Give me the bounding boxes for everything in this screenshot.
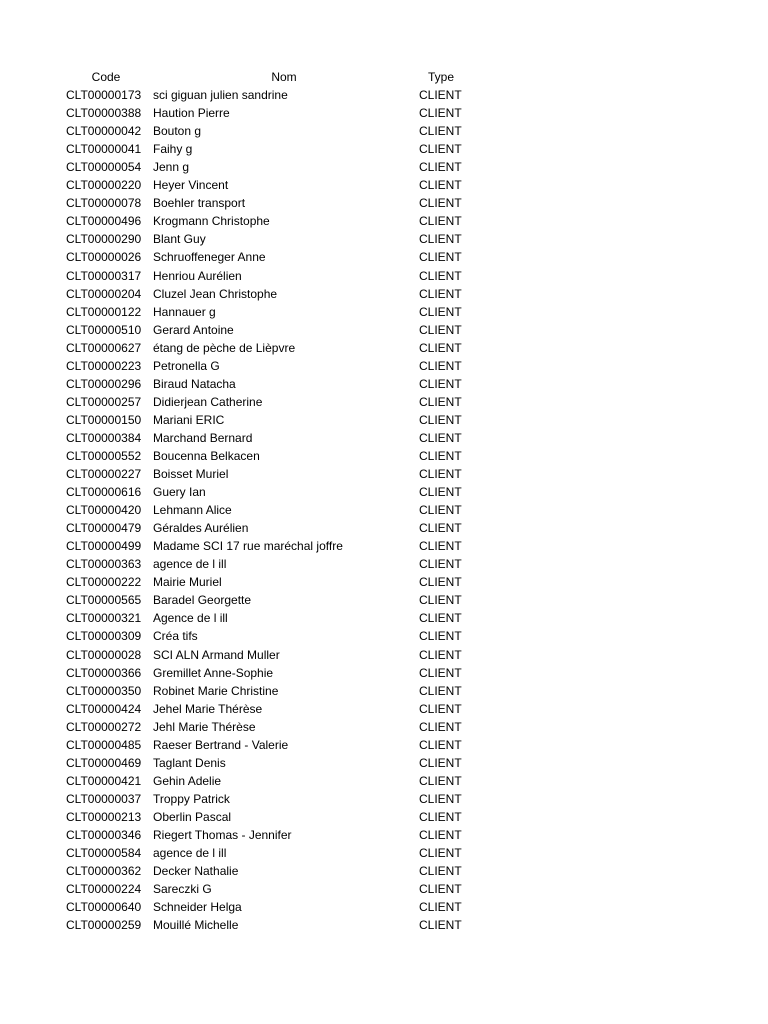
- cell-type: CLIENT: [419, 178, 462, 193]
- cell-type: CLIENT: [419, 250, 462, 265]
- cell-type: CLIENT: [419, 503, 462, 518]
- cell-code: CLT00000078: [66, 196, 142, 211]
- table-row: [0, 375, 768, 393]
- cell-code: CLT00000220: [66, 178, 142, 193]
- cell-nom: Géraldes Aurélien: [153, 521, 249, 536]
- cell-code: CLT00000041: [66, 142, 142, 157]
- cell-nom: Biraud Natacha: [153, 376, 236, 391]
- cell-code: CLT00000150: [66, 412, 142, 427]
- cell-nom: Gehin Adelie: [153, 773, 222, 788]
- table-row: [0, 519, 768, 537]
- cell-nom: Agence de l ill: [153, 611, 228, 626]
- cell-type: CLIENT: [419, 142, 462, 157]
- cell-code: CLT00000424: [66, 701, 142, 716]
- cell-code: CLT00000565: [66, 593, 142, 608]
- cell-code: CLT00000321: [66, 611, 142, 626]
- cell-nom: agence de l ill: [153, 846, 227, 861]
- cell-type: CLIENT: [419, 864, 462, 879]
- cell-code: CLT00000499: [66, 539, 142, 554]
- table-row: [0, 862, 768, 880]
- table-row: [0, 591, 768, 609]
- table-body: [0, 86, 768, 934]
- table-row: [0, 501, 768, 519]
- cell-nom: Mariani ERIC: [153, 412, 225, 427]
- cell-nom: Riegert Thomas - Jennifer: [153, 827, 292, 842]
- cell-type: CLIENT: [419, 593, 462, 608]
- cell-type: CLIENT: [419, 268, 462, 283]
- table-row: [0, 627, 768, 645]
- cell-nom: Krogmann Christophe: [153, 214, 270, 229]
- cell-type: CLIENT: [419, 485, 462, 500]
- cell-nom: Oberlin Pascal: [153, 809, 232, 824]
- cell-nom: Cluzel Jean Christophe: [153, 286, 278, 301]
- cell-nom: Baradel Georgette: [153, 593, 252, 608]
- cell-nom: Schruoffeneger Anne: [153, 250, 266, 265]
- table-row: [0, 447, 768, 465]
- cell-code: CLT00000317: [66, 268, 142, 283]
- cell-nom: Troppy Patrick: [153, 791, 230, 806]
- table-row: [0, 754, 768, 772]
- table-row: [0, 176, 768, 194]
- cell-code: CLT00000350: [66, 683, 142, 698]
- cell-code: CLT00000204: [66, 286, 142, 301]
- table-row: [0, 664, 768, 682]
- table-row: [0, 916, 768, 934]
- cell-type: CLIENT: [419, 882, 462, 897]
- cell-type: CLIENT: [419, 196, 462, 211]
- cell-type: CLIENT: [419, 665, 462, 680]
- cell-code: CLT00000257: [66, 394, 142, 409]
- cell-type: CLIENT: [419, 214, 462, 229]
- cell-type: CLIENT: [419, 719, 462, 734]
- cell-type: CLIENT: [419, 88, 462, 103]
- cell-code: CLT00000496: [66, 214, 142, 229]
- cell-nom: Jehel Marie Thérèse: [153, 701, 263, 716]
- cell-type: CLIENT: [419, 557, 462, 572]
- cell-nom: Marchand Bernard: [153, 430, 253, 445]
- table-row: [0, 682, 768, 700]
- table-row: [0, 790, 768, 808]
- cell-code: CLT00000616: [66, 485, 142, 500]
- cell-code: CLT00000552: [66, 448, 142, 463]
- cell-code: CLT00000485: [66, 737, 142, 752]
- cell-nom: Petronella G: [153, 358, 220, 373]
- cell-type: CLIENT: [419, 737, 462, 752]
- cell-code: CLT00000362: [66, 864, 142, 879]
- cell-nom: Blant Guy: [153, 232, 206, 247]
- cell-code: CLT00000272: [66, 719, 142, 734]
- cell-type: CLIENT: [419, 160, 462, 175]
- cell-type: CLIENT: [419, 900, 462, 915]
- cell-nom: Jehl Marie Thérèse: [153, 719, 256, 734]
- cell-nom: étang de pèche de Lièpvre: [153, 340, 296, 355]
- cell-type: CLIENT: [419, 106, 462, 121]
- cell-code: CLT00000122: [66, 304, 142, 319]
- table-row: [0, 537, 768, 555]
- cell-type: CLIENT: [419, 683, 462, 698]
- table-row: [0, 230, 768, 248]
- cell-nom: Haution Pierre: [153, 106, 230, 121]
- cell-code: CLT00000366: [66, 665, 142, 680]
- table-row: [0, 393, 768, 411]
- cell-code: CLT00000224: [66, 882, 142, 897]
- cell-code: CLT00000227: [66, 467, 142, 482]
- cell-type: CLIENT: [419, 358, 462, 373]
- cell-code: CLT00000510: [66, 322, 142, 337]
- table-row: [0, 483, 768, 501]
- cell-type: CLIENT: [419, 539, 462, 554]
- table-row: [0, 267, 768, 285]
- table-row: [0, 158, 768, 176]
- cell-code: CLT00000388: [66, 106, 142, 121]
- cell-code: CLT00000421: [66, 773, 142, 788]
- table-row: [0, 808, 768, 826]
- cell-code: CLT00000222: [66, 575, 142, 590]
- cell-code: CLT00000026: [66, 250, 142, 265]
- cell-code: CLT00000259: [66, 918, 142, 933]
- cell-nom: Schneider Helga: [153, 900, 242, 915]
- table-row: [0, 104, 768, 122]
- table-row: [0, 465, 768, 483]
- cell-code: CLT00000640: [66, 900, 142, 915]
- cell-type: CLIENT: [419, 827, 462, 842]
- cell-nom: Robinet Marie Christine: [153, 683, 279, 698]
- cell-code: CLT00000309: [66, 629, 142, 644]
- cell-code: CLT00000420: [66, 503, 142, 518]
- table-row: [0, 194, 768, 212]
- table-row: [0, 736, 768, 754]
- table-row: [0, 646, 768, 664]
- cell-code: CLT00000296: [66, 376, 142, 391]
- cell-code: CLT00000346: [66, 827, 142, 842]
- column-header-code: Code: [91, 70, 121, 84]
- table-row: [0, 303, 768, 321]
- cell-type: CLIENT: [419, 791, 462, 806]
- table-row: [0, 285, 768, 303]
- cell-type: CLIENT: [419, 611, 462, 626]
- cell-type: CLIENT: [419, 286, 462, 301]
- cell-type: CLIENT: [419, 124, 462, 139]
- cell-type: CLIENT: [419, 918, 462, 933]
- cell-nom: Decker Nathalie: [153, 864, 239, 879]
- cell-nom: Sareczki G: [153, 882, 212, 897]
- cell-type: CLIENT: [419, 773, 462, 788]
- table-row: [0, 248, 768, 266]
- table-row: [0, 573, 768, 591]
- cell-nom: Gerard Antoine: [153, 322, 234, 337]
- cell-nom: Faihy g: [153, 142, 193, 157]
- table-row: [0, 339, 768, 357]
- table-row: [0, 772, 768, 790]
- cell-nom: Henriou Aurélien: [153, 268, 242, 283]
- table-row: [0, 357, 768, 375]
- cell-code: CLT00000627: [66, 340, 142, 355]
- table-row: [0, 555, 768, 573]
- cell-type: CLIENT: [419, 376, 462, 391]
- cell-type: CLIENT: [419, 647, 462, 662]
- cell-nom: agence de l ill: [153, 557, 227, 572]
- table-row: [0, 826, 768, 844]
- cell-type: CLIENT: [419, 304, 462, 319]
- cell-code: CLT00000037: [66, 791, 142, 806]
- table-row: [0, 321, 768, 339]
- cell-code: CLT00000054: [66, 160, 142, 175]
- cell-type: CLIENT: [419, 755, 462, 770]
- cell-nom: Guery Ian: [153, 485, 206, 500]
- table-header-row: [0, 68, 768, 86]
- column-header-type: Type: [427, 70, 454, 84]
- cell-type: CLIENT: [419, 629, 462, 644]
- cell-type: CLIENT: [419, 340, 462, 355]
- cell-type: CLIENT: [419, 809, 462, 824]
- table-row: [0, 122, 768, 140]
- table-row: [0, 140, 768, 158]
- cell-code: CLT00000469: [66, 755, 142, 770]
- cell-nom: Gremillet Anne-Sophie: [153, 665, 274, 680]
- cell-type: CLIENT: [419, 701, 462, 716]
- cell-type: CLIENT: [419, 394, 462, 409]
- cell-code: CLT00000028: [66, 647, 142, 662]
- cell-type: CLIENT: [419, 846, 462, 861]
- cell-type: CLIENT: [419, 430, 462, 445]
- cell-nom: Madame SCI 17 rue maréchal joffre: [153, 539, 343, 554]
- cell-code: CLT00000223: [66, 358, 142, 373]
- cell-code: CLT00000042: [66, 124, 142, 139]
- cell-nom: Didierjean Catherine: [153, 394, 263, 409]
- cell-nom: SCI ALN Armand Muller: [153, 647, 280, 662]
- cell-type: CLIENT: [419, 322, 462, 337]
- cell-type: CLIENT: [419, 448, 462, 463]
- cell-code: CLT00000584: [66, 846, 142, 861]
- cell-type: CLIENT: [419, 232, 462, 247]
- cell-type: CLIENT: [419, 467, 462, 482]
- cell-type: CLIENT: [419, 521, 462, 536]
- cell-nom: sci giguan julien sandrine: [153, 88, 288, 103]
- cell-code: CLT00000213: [66, 809, 142, 824]
- cell-nom: Jenn g: [153, 160, 190, 175]
- cell-nom: Mouillé Michelle: [153, 918, 239, 933]
- table-row: [0, 880, 768, 898]
- cell-nom: Taglant Denis: [153, 755, 226, 770]
- table-row: [0, 700, 768, 718]
- column-header-nom: Nom: [271, 70, 297, 84]
- cell-nom: Créa tifs: [153, 629, 198, 644]
- table-row: [0, 609, 768, 627]
- cell-code: CLT00000173: [66, 88, 142, 103]
- cell-nom: Boucenna Belkacen: [153, 448, 260, 463]
- cell-code: CLT00000384: [66, 430, 142, 445]
- table-row: [0, 212, 768, 230]
- table-row: [0, 411, 768, 429]
- table-row: [0, 429, 768, 447]
- table-row: [0, 718, 768, 736]
- cell-nom: Boehler transport: [153, 196, 246, 211]
- table-row: [0, 86, 768, 104]
- table-row: [0, 844, 768, 862]
- cell-nom: Lehmann Alice: [153, 503, 232, 518]
- cell-nom: Boisset Muriel: [153, 467, 229, 482]
- cell-nom: Hannauer g: [153, 304, 216, 319]
- cell-code: CLT00000479: [66, 521, 142, 536]
- cell-nom: Heyer Vincent: [153, 178, 229, 193]
- cell-nom: Bouton g: [153, 124, 202, 139]
- cell-type: CLIENT: [419, 412, 462, 427]
- client-table: [0, 68, 768, 934]
- table-row: [0, 898, 768, 916]
- cell-type: CLIENT: [419, 575, 462, 590]
- cell-code: CLT00000290: [66, 232, 142, 247]
- cell-code: CLT00000363: [66, 557, 142, 572]
- cell-nom: Mairie Muriel: [153, 575, 222, 590]
- cell-nom: Raeser Bertrand - Valerie: [153, 737, 289, 752]
